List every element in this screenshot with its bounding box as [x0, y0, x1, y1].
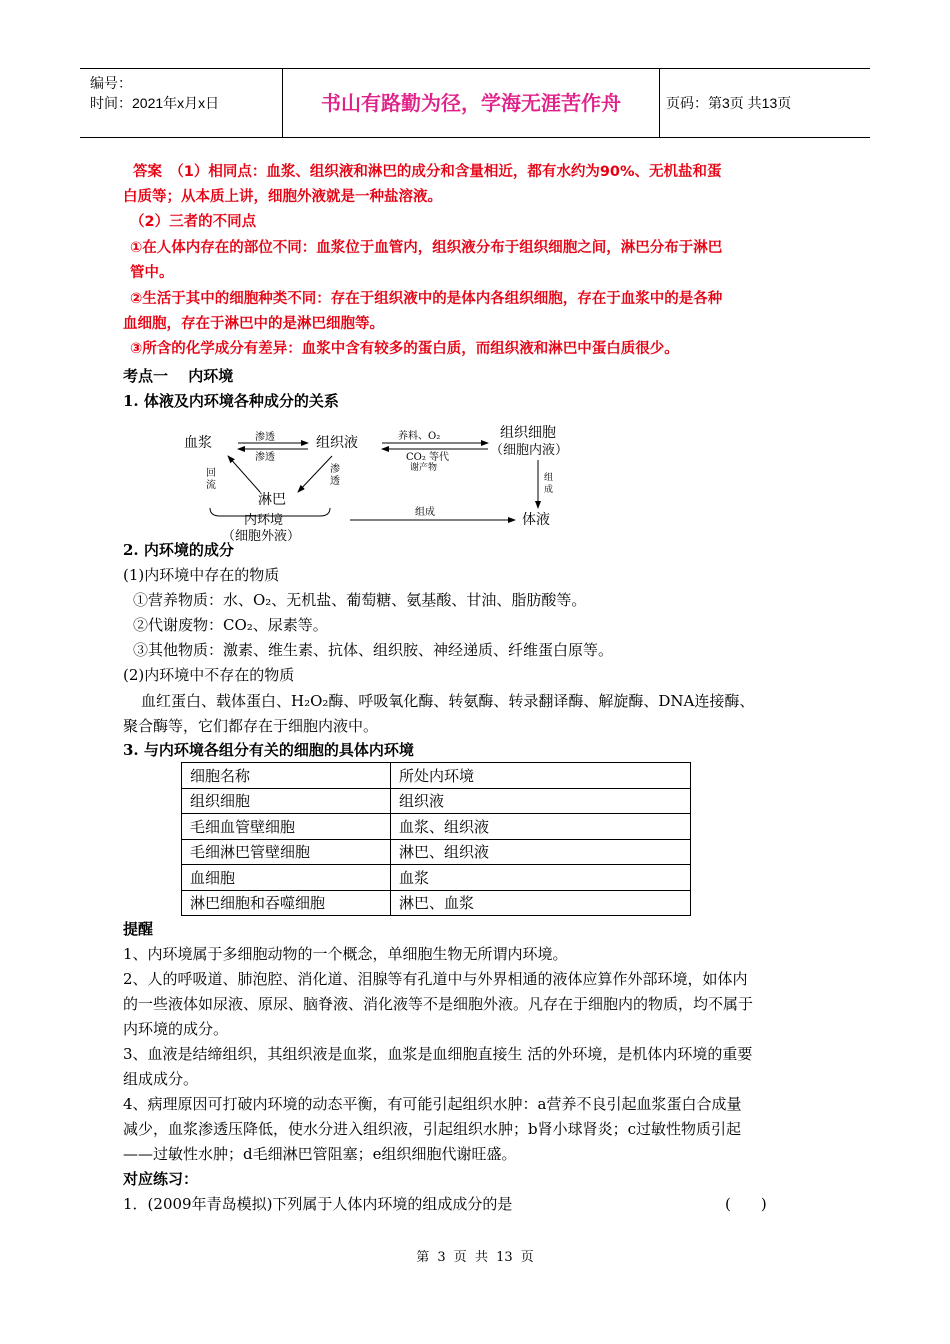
- practice-answer-blank: ( ): [725, 1195, 767, 1213]
- label-shen: 渗: [330, 464, 340, 475]
- table-cell: 淋巴、血浆: [391, 890, 691, 916]
- footer-ye2: 页: [520, 1250, 534, 1265]
- table-cell: 血细胞: [182, 865, 391, 891]
- footer-gong: 共: [474, 1250, 488, 1265]
- answer-line-4: ①在人体内存在的部位不同：血浆位于血管内，组织液分布于组织细胞之间，淋巴分布于淋巴: [130, 240, 723, 256]
- table-row: [182, 788, 691, 814]
- label-xiechanwu: 谢产物: [410, 463, 438, 473]
- body-fluid-diagram: [170, 420, 610, 545]
- table-row: [182, 890, 691, 916]
- footer-total-pages: 13: [496, 1250, 513, 1265]
- table-header-row: [182, 763, 691, 789]
- s2-p7: 聚合酶等，它们都存在于细胞内液中。: [123, 717, 379, 735]
- tip-4c: ——过敏性水肿；d毛细淋巴管阻塞；e组织细胞代谢旺盛。: [123, 1145, 517, 1163]
- table-cell: 淋巴、组织液: [391, 839, 691, 865]
- node-cell-outer: （细胞外液）: [222, 529, 301, 544]
- footer-page-number: 3: [437, 1250, 446, 1265]
- table-cell: 组织细胞: [182, 788, 391, 814]
- tip-3a: 3、血液是结缔组织，其组织液是血浆，血浆是血细胞直接生 活的外环境，是机体内环境的重要: [123, 1045, 753, 1063]
- arrow-zuzhiye-to-linba: [298, 456, 332, 492]
- header-page-info: 页码：第3页 共13页: [666, 95, 792, 111]
- tip-3b: 组成成分。: [123, 1070, 199, 1088]
- label-hui: 回: [206, 468, 216, 479]
- page-header: [80, 68, 870, 138]
- label-shentou-top: 渗透: [255, 432, 275, 443]
- answer-line-8: ③所含的化学成分有差异：血浆中含有较多的蛋白质，而组织液和淋巴中蛋白质很少。: [130, 341, 679, 357]
- section-kaodian: 考点一 内环境: [123, 367, 234, 385]
- answer-line-7: 血细胞，存在于淋巴中的是淋巴细胞等。: [123, 316, 384, 332]
- tip-2b: 的一些液体如尿液、原尿、脑脊液、消化液等不是细胞外液。凡存在于细胞内的物质，均不属于: [123, 995, 754, 1013]
- node-xuejiang: 血浆: [184, 435, 212, 451]
- time-label: 时间：2021年x月x日: [90, 95, 220, 111]
- table-cell: 血浆、组织液: [391, 814, 691, 840]
- table-cell: 淋巴细胞和吞噬细胞: [182, 890, 391, 916]
- footer-di: 第: [416, 1250, 430, 1265]
- label-co2: CO₂ 等代: [406, 452, 450, 463]
- table-cell: 血浆: [391, 865, 691, 891]
- label-shentou-bottom: 渗透: [255, 452, 275, 463]
- s2-p5: (2)内环境中不存在的物质: [123, 666, 295, 684]
- page-footer: [0, 1246, 950, 1265]
- table-row: [182, 814, 691, 840]
- practice-question-1: 1．(2009年青岛模拟)下列属于人体内环境的组成成分的是: [123, 1195, 513, 1213]
- label-zu: 组: [544, 473, 554, 483]
- node-tiye: 体液: [522, 512, 550, 528]
- node-zuzhiye: 组织液: [316, 435, 358, 451]
- header-motto: 书山有路勤为径，学海无涯苦作舟: [282, 69, 660, 137]
- table-cell: 组织液: [391, 788, 691, 814]
- s2-p6: 血红蛋白、载体蛋白、H₂O₂酶、呼吸氧化酶、转氨酶、转录翻译酶、解旋酶、DNA连接酶、: [141, 692, 755, 710]
- label-zucheng-h: 组成: [415, 507, 435, 518]
- cell-environment-table: [181, 762, 691, 916]
- label-liu: 流: [206, 480, 216, 491]
- answer-line-3: （2）三者的不同点: [130, 214, 257, 230]
- s2-p1: (1)内环境中存在的物质: [123, 566, 280, 584]
- table-cell: 毛细血管壁细胞: [182, 814, 391, 840]
- answer-line-6: ②生活于其中的细胞种类不同：存在于组织液中的是体内各组织细胞，存在于血浆中的是各种: [130, 291, 723, 307]
- footer-ye: 页: [453, 1250, 467, 1265]
- tip-4b: 减少，血浆渗透压降低，使水分进入组织液，引起组织水肿；b肾小球肾炎；c过敏性物质引起: [123, 1120, 742, 1138]
- tip-4a: 4、病理原因可打破内环境的动态平衡，有可能引起组织水肿：a营养不良引起血浆蛋白合成量: [123, 1095, 742, 1113]
- label-cheng: 成: [544, 485, 554, 495]
- table-row: [182, 839, 691, 865]
- s2-p4: ③其他物质：激素、维生素、抗体、组织胺、神经递质、纤维蛋白原等。: [133, 641, 614, 659]
- s2-p2: ①营养物质：水、O₂、无机盐、葡萄糖、氨基酸、甘油、脂肪酸等。: [133, 591, 587, 609]
- tips-heading: 提醒: [123, 920, 154, 938]
- s2-heading: 2. 内环境的成分: [123, 541, 234, 559]
- node-cell-inner: （细胞内液）: [490, 443, 569, 458]
- header-left: [80, 69, 280, 137]
- answer-line-1: 答案 （1）相同点：血浆、组织液和淋巴的成分和含量相近，都有水约为90%、无机盐和蛋: [133, 164, 722, 180]
- table-header: 细胞名称: [182, 763, 391, 789]
- section-heading-1: 1. 体液及内环境各种成分的关系: [123, 392, 339, 410]
- node-linba: 淋巴: [258, 492, 286, 508]
- tip-1: 1、内环境属于多细胞动物的一个概念，单细胞生物无所谓内环境。: [123, 945, 568, 963]
- s3-heading: 3. 与内环境各组分有关的细胞的具体内环境: [123, 741, 414, 759]
- number-label: 编号：: [90, 75, 132, 91]
- answer-line-2: 白质等；从本质上讲，细胞外液就是一种盐溶液。: [123, 189, 442, 205]
- node-zuzhi-cell: 组织细胞: [500, 425, 556, 441]
- table-header: 所处内环境: [391, 763, 691, 789]
- table-row: [182, 865, 691, 891]
- answer-line-5: 管中。: [130, 265, 174, 281]
- tip-2c: 内环境的成分。: [123, 1020, 229, 1038]
- label-tou: 透: [330, 476, 340, 487]
- tip-2a: 2、人的呼吸道、肺泡腔、消化道、泪腺等有孔道中与外界相通的液体应算作外部环境，如体内: [123, 970, 748, 988]
- label-yangliao: 养料、O₂: [398, 431, 441, 442]
- node-neihuanjing: 内环境: [244, 513, 284, 528]
- s2-p3: ②代谢废物：CO₂、尿素等。: [133, 616, 328, 634]
- practice-heading: 对应练习：: [123, 1170, 199, 1188]
- table-cell: 毛细淋巴管壁细胞: [182, 839, 391, 865]
